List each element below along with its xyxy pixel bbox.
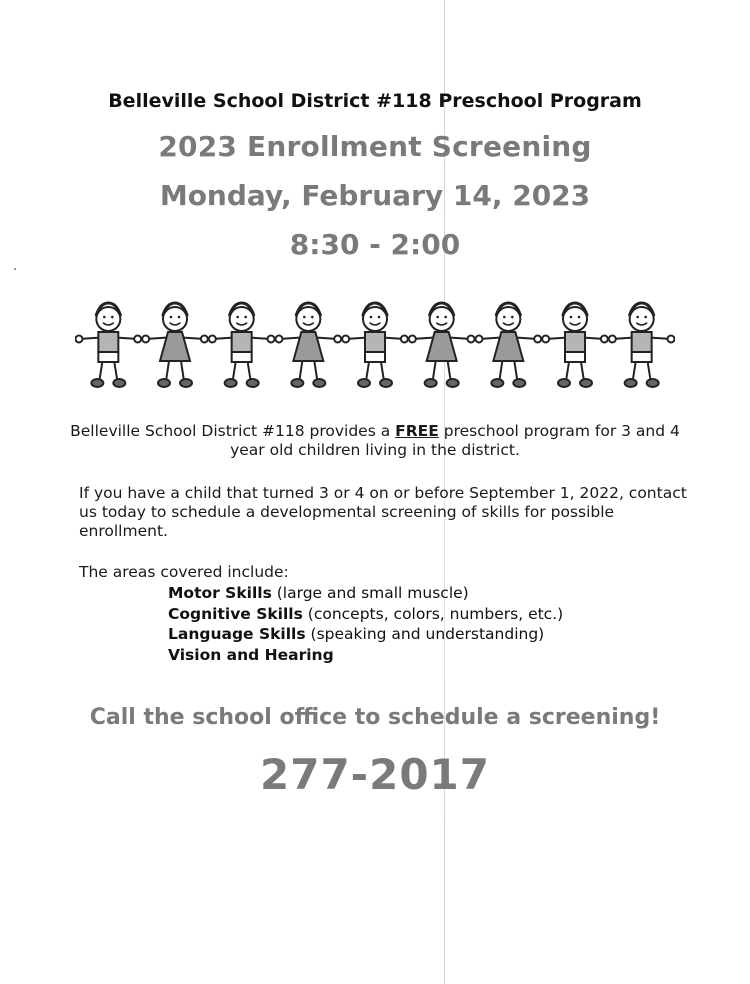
area-item <box>168 645 688 666</box>
area-label: Motor Skills <box>168 584 272 602</box>
call-to-action: Call the school office to schedule a screening! <box>89 705 661 730</box>
area-item <box>168 604 688 625</box>
area-detail: (large and small muscle) <box>271 584 469 602</box>
screening-title: 2023 Enrollment Screening <box>158 130 592 163</box>
child-figure <box>276 303 342 387</box>
district-program-heading: Belleville School District #118 Preschool Program <box>108 90 642 112</box>
scan-speck <box>14 268 16 270</box>
area-label: Language Skills <box>168 625 306 643</box>
phone-number: 277-2017 <box>260 750 490 799</box>
areas-list <box>168 583 688 665</box>
area-label: Cognitive Skills <box>168 604 303 623</box>
screening-time: 8:30 - 2:00 <box>289 228 461 261</box>
child-figure <box>142 303 208 387</box>
area-label: Vision and Hearing <box>168 645 334 664</box>
child-figure <box>476 303 542 387</box>
child-figure <box>76 303 142 387</box>
area-item <box>168 624 688 645</box>
intro-text-after: preschool program for 3 and 4 year old children living in the district. <box>230 422 680 459</box>
screening-date: Monday, February 14, 2023 <box>159 179 591 212</box>
eligibility-paragraph: If you have a child that turned 3 or 4 on or before September 1, 2022, contact us today to schedule a developmental screening of skills for possible enrollment. <box>79 484 687 540</box>
child-figure <box>209 303 275 387</box>
area-detail: (concepts, colors, numbers, etc.) <box>302 604 564 623</box>
area-item <box>168 583 688 604</box>
free-emphasis: FREE <box>395 422 439 440</box>
program-intro <box>60 422 690 460</box>
child-figure <box>409 303 475 387</box>
area-detail: (speaking and understanding) <box>305 625 545 643</box>
children-holding-hands-icon <box>75 295 675 395</box>
child-figure <box>342 303 408 387</box>
areas-intro: The areas covered include: <box>79 563 289 581</box>
child-figure <box>542 303 608 387</box>
intro-text-before: Belleville School District #118 provides a <box>70 422 396 440</box>
child-figure <box>609 303 675 387</box>
